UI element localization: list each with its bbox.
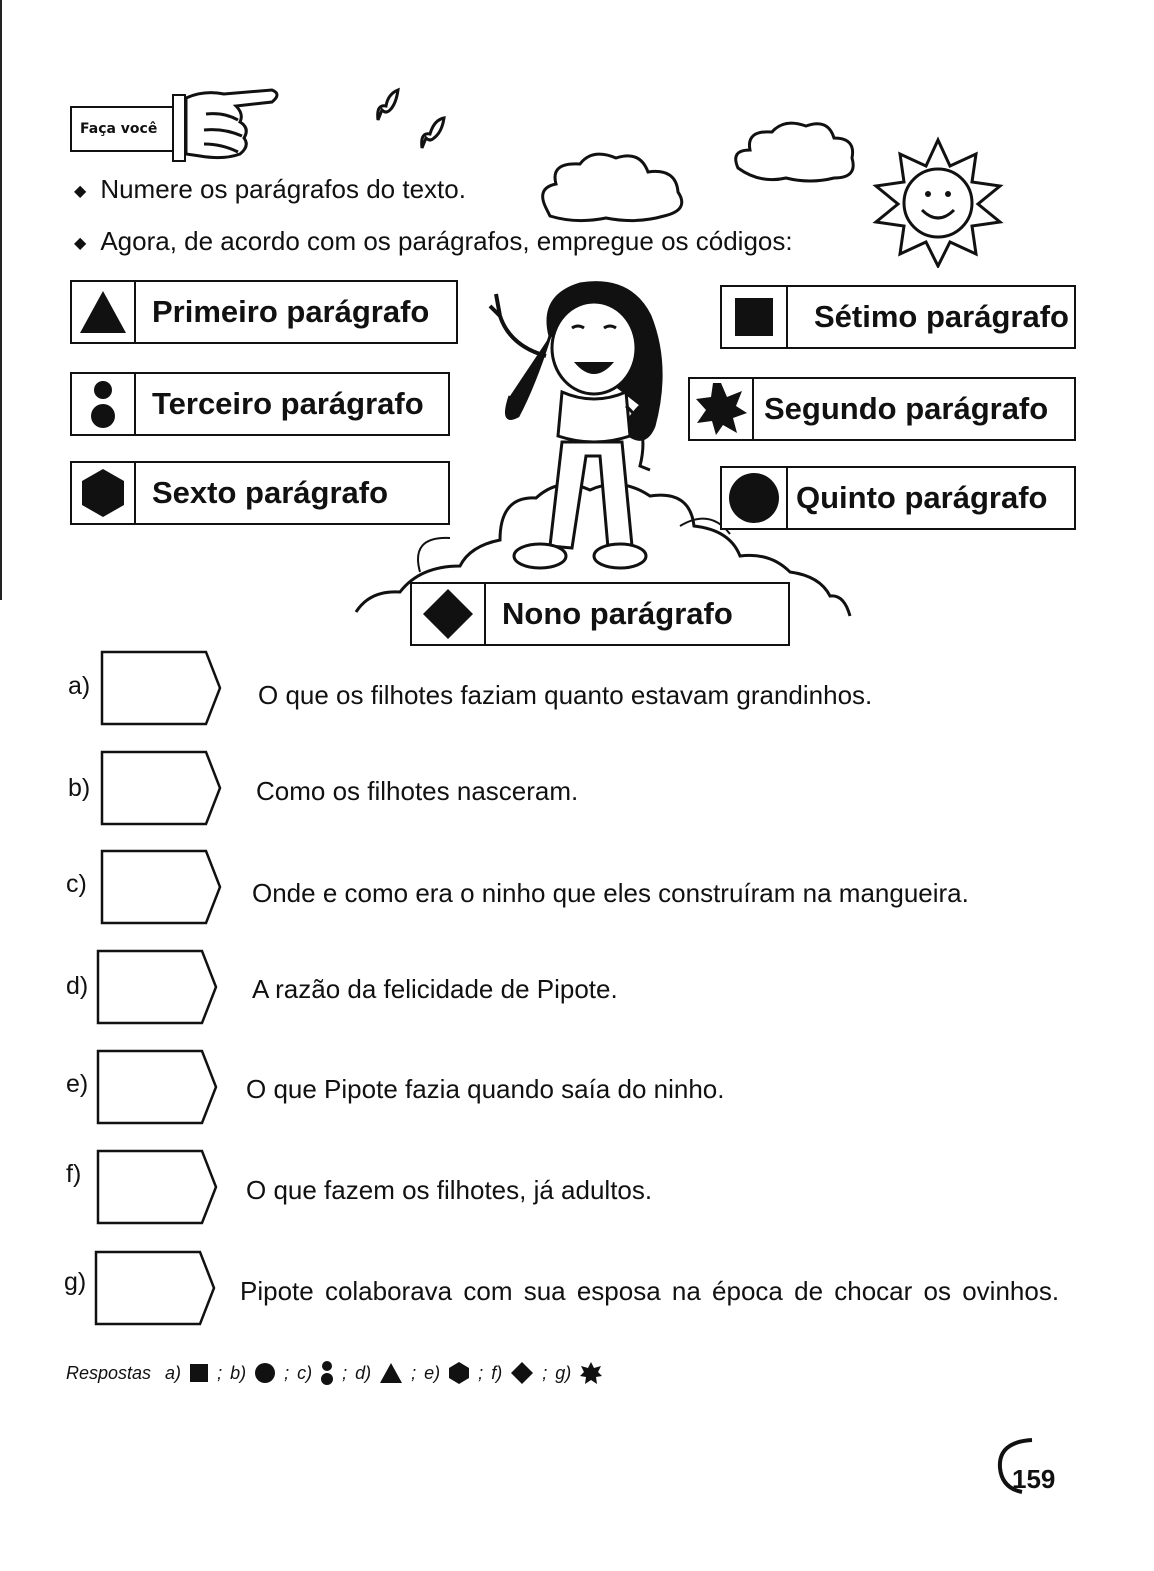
answer-key-label: Respostas (66, 1362, 152, 1383)
diamond-icon (412, 584, 486, 644)
code-box-terceiro (70, 372, 450, 436)
answer-key-letter-a: a) (165, 1362, 182, 1383)
cloud-icon-small (730, 118, 860, 190)
two-dots-icon (72, 374, 136, 434)
code-label-sexto: Sexto parágrafo (152, 475, 389, 510)
answer-tag-d[interactable] (96, 949, 220, 1025)
faca-voce-label: Faça você (80, 121, 158, 137)
circle-icon (254, 1362, 276, 1384)
answer-key: Respostas a) ; b) ; c) ; d) ; e) ; f) ; g) (66, 1360, 603, 1386)
star-icon (690, 379, 754, 439)
item-letter-e: e) (66, 1070, 89, 1098)
code-box-primeiro (70, 280, 458, 344)
code-box-quinto (720, 466, 1076, 530)
pointing-hand-icon (184, 84, 284, 164)
faca-voce-badge (70, 106, 174, 152)
item-letter-a: a) (68, 672, 91, 700)
answer-key-letter-d: d) (355, 1362, 372, 1383)
code-label-setimo: Sétimo parágrafo (814, 299, 1069, 334)
two-dots-icon (320, 1360, 334, 1386)
item-letter-d: d) (66, 972, 89, 1000)
diamond-icon (510, 1361, 534, 1385)
code-box-segundo (688, 377, 1076, 441)
cloud-icon (536, 148, 692, 228)
triangle-icon (379, 1362, 403, 1384)
answer-tag-e[interactable] (96, 1049, 220, 1125)
item-text-f: O que fazem os filhotes, já adultos. (246, 1175, 653, 1205)
left-margin-rule (0, 0, 2, 600)
item-letter-f: f) (66, 1160, 82, 1188)
item-text-b: Como os filhotes nasceram. (256, 776, 579, 806)
item-letter-b: b) (68, 774, 91, 802)
item-text-g: Pipote colaborava com sua esposa na época de chocar os ovinhos. (240, 1276, 1060, 1306)
code-box-sexto (70, 461, 450, 525)
code-label-quinto: Quinto parágrafo (796, 480, 1048, 515)
code-label-primeiro: Primeiro parágrafo (152, 294, 430, 329)
square-icon (722, 287, 788, 347)
hexagon-icon (72, 463, 136, 523)
answer-tag-c[interactable] (100, 849, 224, 925)
answer-tag-f[interactable] (96, 1149, 220, 1225)
code-box-nono (410, 582, 790, 646)
answer-key-letter-e: e) (424, 1362, 441, 1383)
item-text-a: O que os filhotes faziam quanto estavam grandinhos. (258, 680, 873, 710)
code-box-setimo (720, 285, 1076, 349)
birds-icon (368, 80, 468, 160)
code-label-segundo: Segundo parágrafo (764, 391, 1049, 426)
instruction-2-text: Agora, de acordo com os parágrafos, empregue os códigos: (100, 226, 793, 256)
code-label-nono: Nono parágrafo (502, 596, 733, 631)
answer-key-letter-f: f) (491, 1362, 503, 1383)
hexagon-icon (448, 1361, 470, 1385)
instruction-1-text: Numere os parágrafos do texto. (100, 174, 466, 204)
circle-icon (722, 468, 788, 528)
star-icon (579, 1361, 603, 1385)
item-letter-g: g) (64, 1268, 87, 1296)
item-text-d: A razão da felicidade de Pipote. (252, 974, 618, 1004)
instruction-1: ◆ Numere os parágrafos do texto. (74, 174, 466, 204)
page-number: 159 (1012, 1464, 1056, 1494)
item-letter-c: c) (66, 870, 87, 898)
instruction-2: ◆ Agora, de acordo com os parágrafos, empregue os códigos: (74, 226, 793, 256)
answer-tag-b[interactable] (100, 750, 224, 826)
sun-icon (870, 136, 1006, 268)
item-text-c: Onde e como era o ninho que eles construíram na mangueira. (252, 878, 969, 908)
code-label-terceiro: Terceiro parágrafo (152, 386, 424, 421)
answer-key-letter-c: c) (297, 1362, 313, 1383)
answer-key-letter-g: g) (555, 1362, 572, 1383)
item-text-e: O que Pipote fazia quando saía do ninho. (246, 1074, 725, 1104)
square-icon (189, 1363, 209, 1383)
answer-tag-g[interactable] (94, 1250, 218, 1326)
answer-tag-a[interactable] (100, 650, 224, 726)
triangle-icon (72, 282, 136, 342)
answer-key-letter-b: b) (230, 1362, 247, 1383)
